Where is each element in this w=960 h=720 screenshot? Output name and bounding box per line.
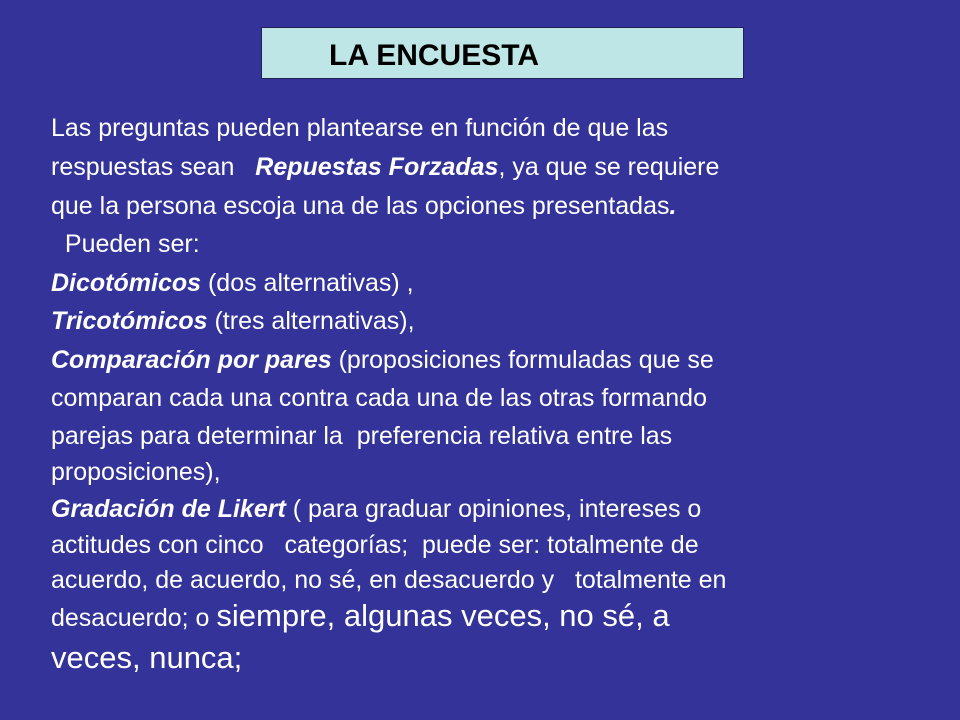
tricotomicos-term: Tricotómicos <box>51 307 208 335</box>
item-likert-line-2 <box>51 530 699 560</box>
item-comparacion-line-3 <box>51 421 672 451</box>
comparacion-line-4-text: proposiciones), <box>51 458 221 486</box>
intro-line-4 <box>51 229 200 259</box>
intro-line-2-tail: , ya que se requiere <box>498 153 720 181</box>
item-comparacion-line-2 <box>51 383 707 413</box>
item-likert-line-5 <box>51 640 242 676</box>
intro-line-3-period: . <box>669 192 677 220</box>
intro-line-2 <box>51 152 719 182</box>
comparacion-term: Comparación por pares <box>51 346 332 374</box>
title-box <box>261 27 744 79</box>
intro-line-1 <box>51 113 668 143</box>
likert-line-3-text: acuerdo, de acuerdo, no sé, en desacuerdo y totalmente en <box>51 566 727 594</box>
item-comparacion-line-4 <box>51 457 221 487</box>
likert-line-4-large: siempre, algunas veces, no sé, a <box>216 598 670 633</box>
item-likert-line-1 <box>51 494 701 524</box>
intro-line-3-text: que la persona escoja una de las opciones presentadas <box>51 192 670 220</box>
comparacion-line-2-text: comparan cada una contra cada una de las otras formando <box>51 384 707 412</box>
comparacion-desc: (proposiciones formuladas que se <box>331 346 714 374</box>
item-likert-line-3 <box>51 565 726 595</box>
likert-line-2-text: actitudes con cinco categorías; puede ser: totalmente de <box>51 531 699 559</box>
intro-line-2-text: respuestas sean <box>51 153 256 181</box>
dicotomicos-desc: (dos alternativas) , <box>201 269 414 297</box>
intro-line-3 <box>51 191 676 221</box>
forced-answers-term: Repuestas Forzadas <box>255 153 499 181</box>
tricotomicos-desc: (tres alternativas), <box>207 307 415 335</box>
dicotomicos-term: Dicotómicos <box>51 269 202 297</box>
slide-title: LA ENCUESTA <box>329 39 539 72</box>
comparacion-line-3-text: parejas para determinar la preferencia relativa entre las <box>51 422 673 450</box>
item-dicotomicos <box>51 268 414 298</box>
item-likert-line-4 <box>51 598 670 633</box>
likert-line-5-text: veces, nunca; <box>51 640 243 675</box>
item-tricotomicos <box>51 306 415 336</box>
likert-term: Gradación de Likert <box>51 495 286 523</box>
intro-line-1-text: Las preguntas pueden plantearse en función de que las <box>51 114 669 142</box>
likert-line-4-text: desacuerdo; o <box>51 604 217 632</box>
can-be-label: Pueden ser: <box>51 230 200 258</box>
likert-desc: ( para graduar opiniones, intereses o <box>285 495 702 523</box>
item-comparacion-line-1 <box>51 345 714 375</box>
